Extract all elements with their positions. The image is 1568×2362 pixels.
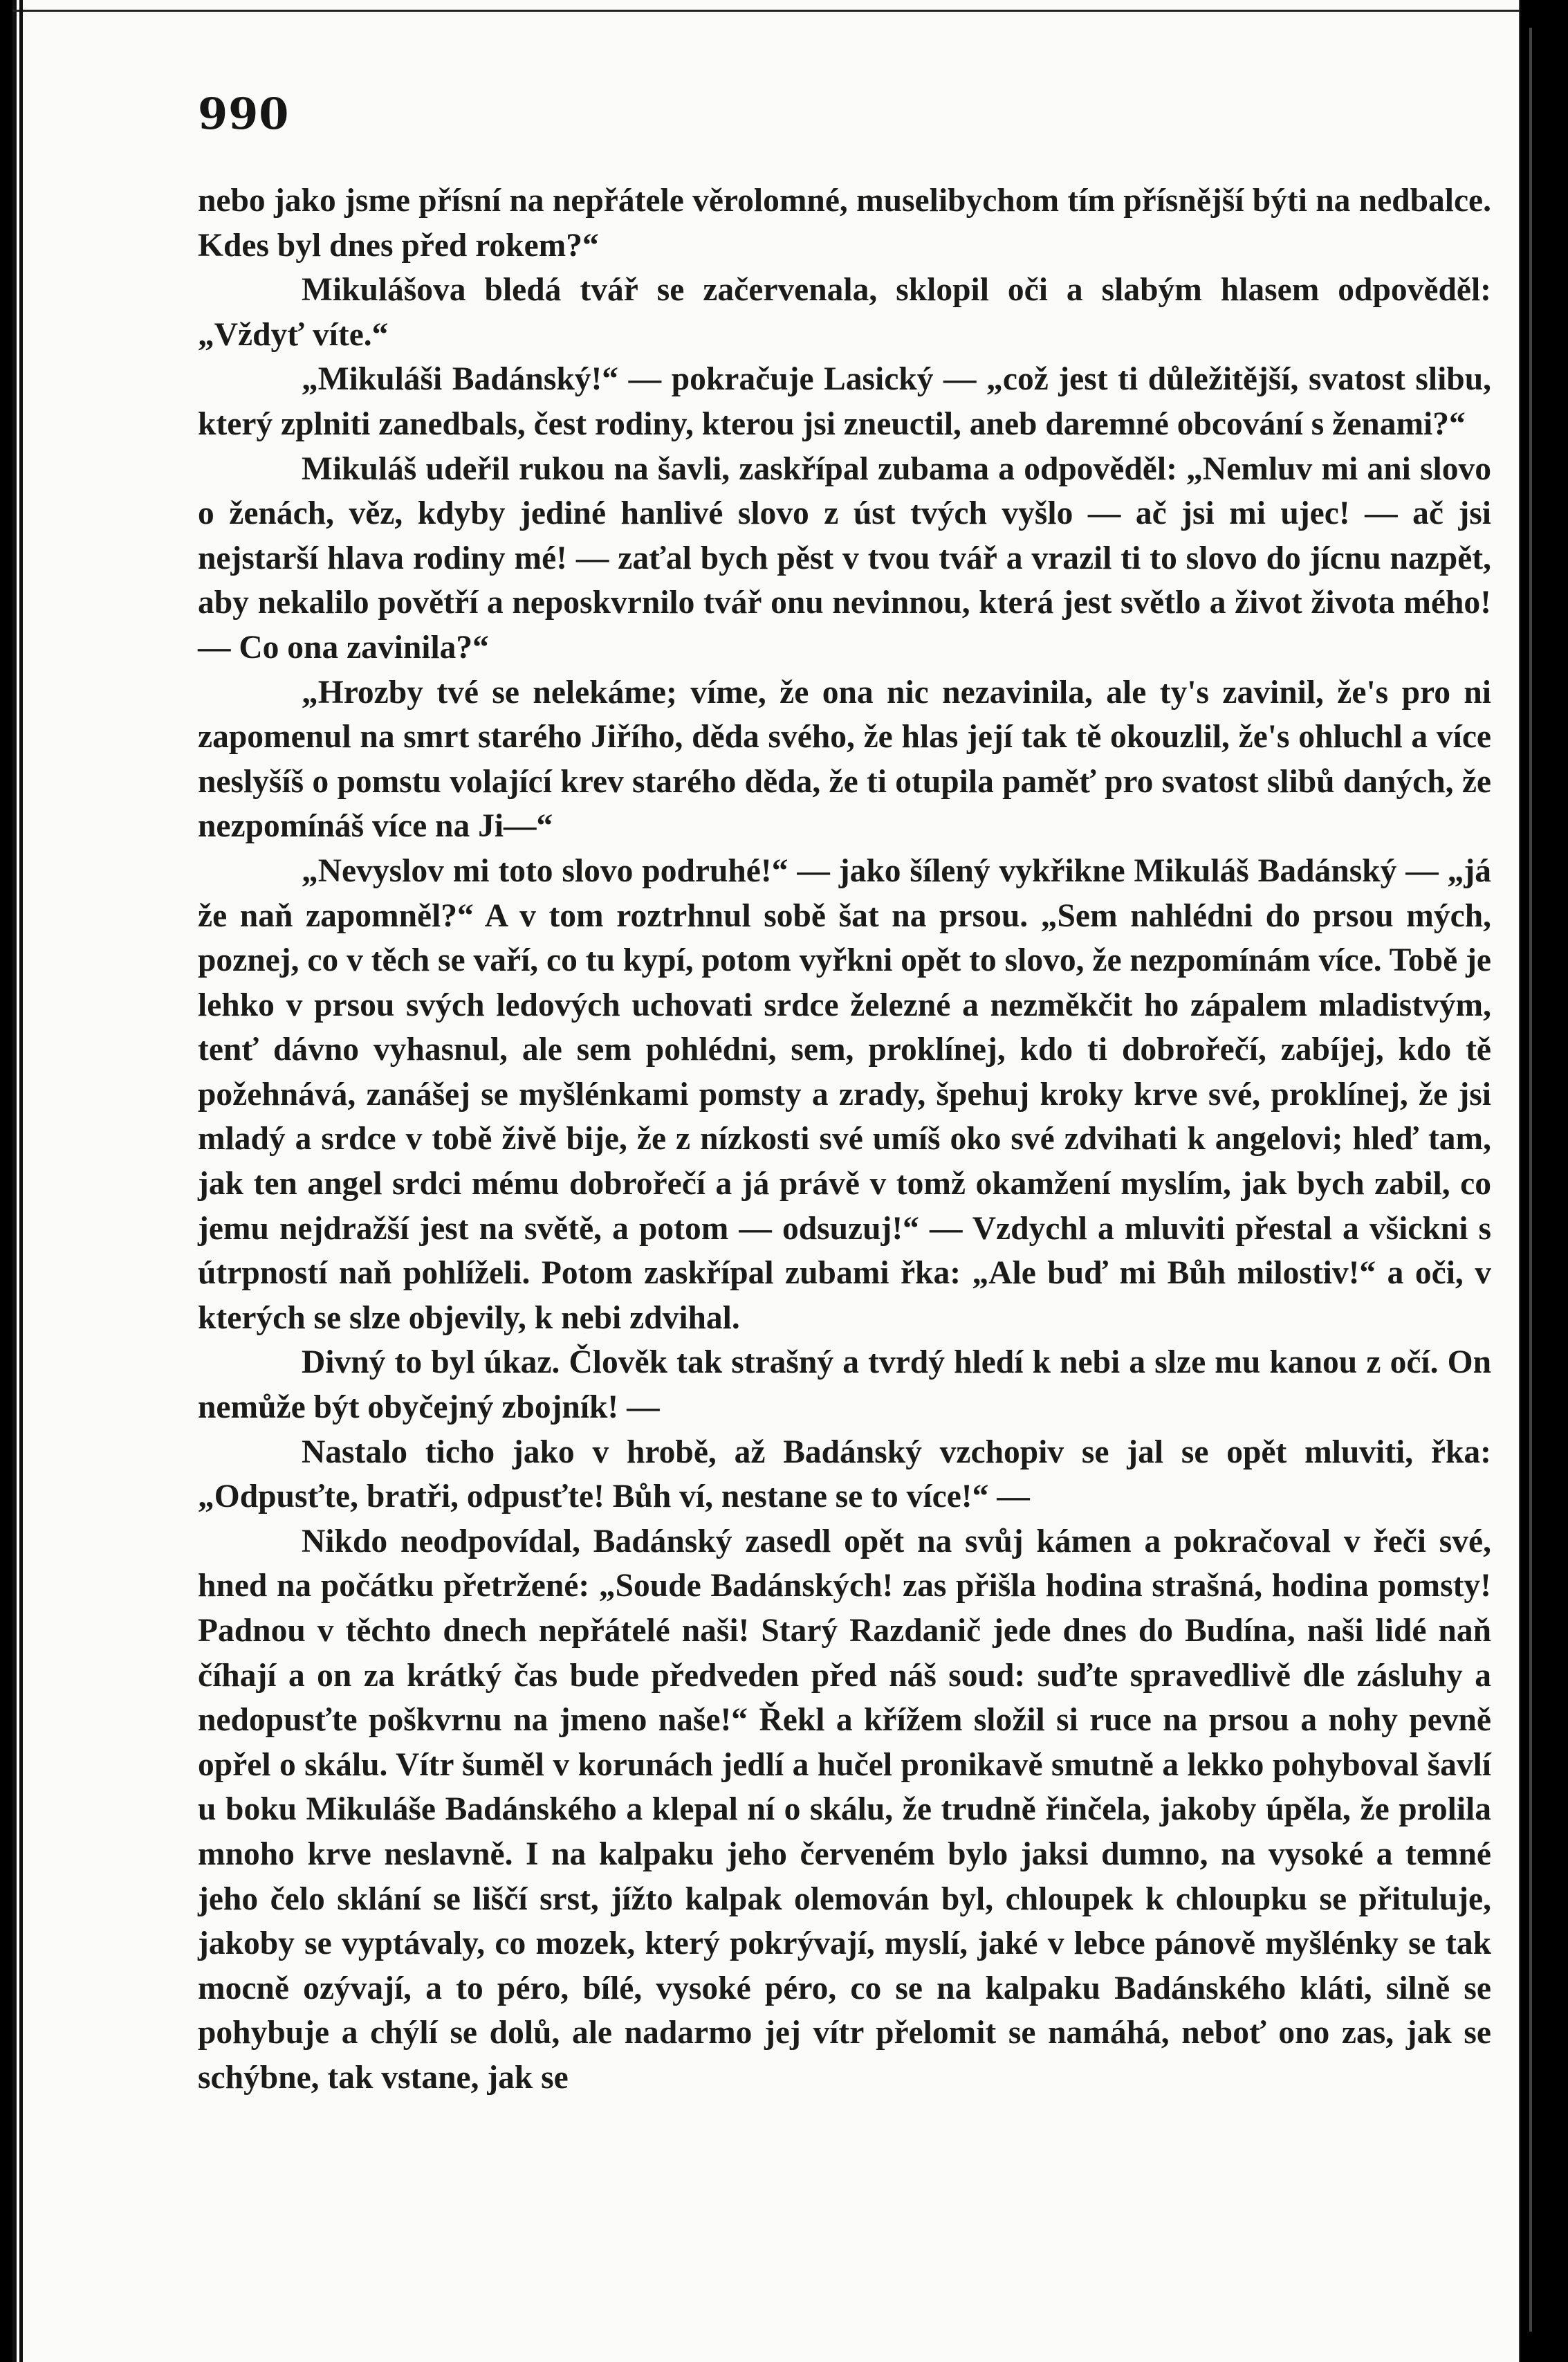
paragraph-3: „Mikuláši Badánský!“ — pokračuje Lasický — „což jest ti důležitější, svatost slibu, který zplniti zanedbals, čest rodiny, kterou jsi zneuctil, aneb daremné obcování s ženami?“: [198, 361, 1491, 442]
paragraph-2: Mikulášova bledá tvář se začervenala, sklopil oči a slabým hlasem odpověděl: „Vždyť víte.“: [198, 272, 1491, 353]
left-border-line: [19, 0, 23, 2362]
paragraph-6: „Nevyslov mi toto slovo podruhé!“ — jako šílený vykřikne Mikuláš Badánský — „já že naň zapomněl?“ A v tom roztrhnul sobě šat na prsou. „Sem nahlédni do prsou mých, poznej, co v těch se vaří, co tu kypí, potom vyřkni opět to slovo, že nezpomínám více. Tobě je lehko v prsou svých ledových uchovati srdce železné a nezměkčit ho zápalem mladistvým, tenť dávno vyhasnul, ale sem pohlédni, sem, proklínej, kdo ti dobrořečí, zabíjej, kdo tě požehnává, zanášej se myšlénkami pomsty a zrady, špehuj kroky krve své, proklínej, že jsi mladý a srdce v tobě živě bije, že z nízkosti své umíš oko své zdvihati k angelovi; hleď tam, jak ten angel srdci mému dobrořečí a já právě v tomž okamžení myslím, jak bych zabil, co jemu nejdražší jest na světě, a potom — odsuzuj!“ — Vzdychl a mluviti přestal a všickni s útrpností naň pohlíželi. Potom zaskřípal zubami řka: „Ale buď mi Bůh milostiv!“ a oči, v kterých se slze objevily, k nebi zdvihal.: [198, 852, 1491, 1336]
paragraph-4: Mikuláš udeřil rukou na šavli, zaskřípal zubama a odpověděl: „Nemluv mi ani slovo o ženách, věz, kdyby jediné hanlivé slovo z úst tvých vyšlo — ač jsi mi ujec! — ač jsi nejstarší hlava rodiny mé! — zaťal bych pěst v tvou tvář a vrazil ti to slovo do jícnu nazpět, aby nekalilo povětří a neposkvrnilo tvář onu nevinnou, která jest světlo a život života mého! — Co ona zavinila?“: [198, 450, 1491, 666]
body-text: [198, 178, 1491, 2100]
paragraph-1: nebo jako jsme přísní na nepřátele věrolomné, muselibychom tím přísnější býti na nedbalce. Kdes byl dnes před rokem?“: [198, 183, 1491, 264]
book-page: [12, 0, 1520, 2362]
top-border-line: [12, 10, 1520, 12]
paragraph-7: Divný to byl úkaz. Člověk tak strašný a tvrdý hledí k nebi a slze mu kanou z očí. On nemůže být obyčejný zbojník! —: [198, 1344, 1491, 1426]
paragraph-8: Nastalo ticho jako v hrobě, až Badánský vzchopiv se jal se opět mluviti, řka: „Odpusťte, bratři, odpusťte! Bůh ví, nestane se to více!“ —: [198, 1434, 1491, 1515]
paragraph-9: Nikdo neodpovídal, Badánský zasedl opět na svůj kámen a pokračoval v řeči své, hned na počátku přetržené: „Soude Badánských! zas přišla hodina strašná, hodina pomsty! Padnou v těchto dnech nepřátelé naši! Starý Razdanič jede dnes do Budína, naši lidé naň číhají a on za krátký čas bude předveden před náš soud: suďte spravedlivě dle zásluhy a nedopusťte poškvrnu na jmeno naše!“ Řekl a křížem složil si ruce na prsou a nohy pevně opřel o skálu. Vítr šuměl v korunách jedlí a hučel pronikavě smutně a lekko pohyboval šavlí u boku Mikuláše Badánského a klepal ní o skálu, že trudně řinčela, jakoby úpěla, že prolila mnoho krve neslavně. I na kalpaku jeho červeném bylo jaksi dumno, na vysoké a temné jeho čelo sklání se liščí srst, jížto kalpak olemován byl, chloupek k chloupku se přituluje, jakoby se vyptávaly, co mozek, který pokrývají, myslí, jaké v lebce pánově myšlénky se tak mocně ozývají, a to péro, bílé, vysoké péro, co se na kalpaku Badánského kláti, silně se pohybuje a chýlí se dolů, ale nadarmo jej vítr přelomit se namáhá, neboť ono zas, jak se schýbne, tak vstane, jak se: [198, 1523, 1491, 2096]
adjacent-page-edge: [1529, 28, 1532, 2332]
page-number: 990: [198, 89, 290, 139]
paragraph-5: „Hrozby tvé se nelekáme; víme, že ona nic nezavinila, ale ty's zavinil, že's pro ni zapomenul na smrt starého Jiřího, děda svého, že hlas její tak tě okouzlil, že's ohluchl a více neslyšíš o pomstu volající krev starého děda, že ti otupila paměť pro svatost slibů daných, že nezpomínáš více na Ji—“: [198, 674, 1491, 845]
scan-dark-edge: [1525, 0, 1568, 2362]
